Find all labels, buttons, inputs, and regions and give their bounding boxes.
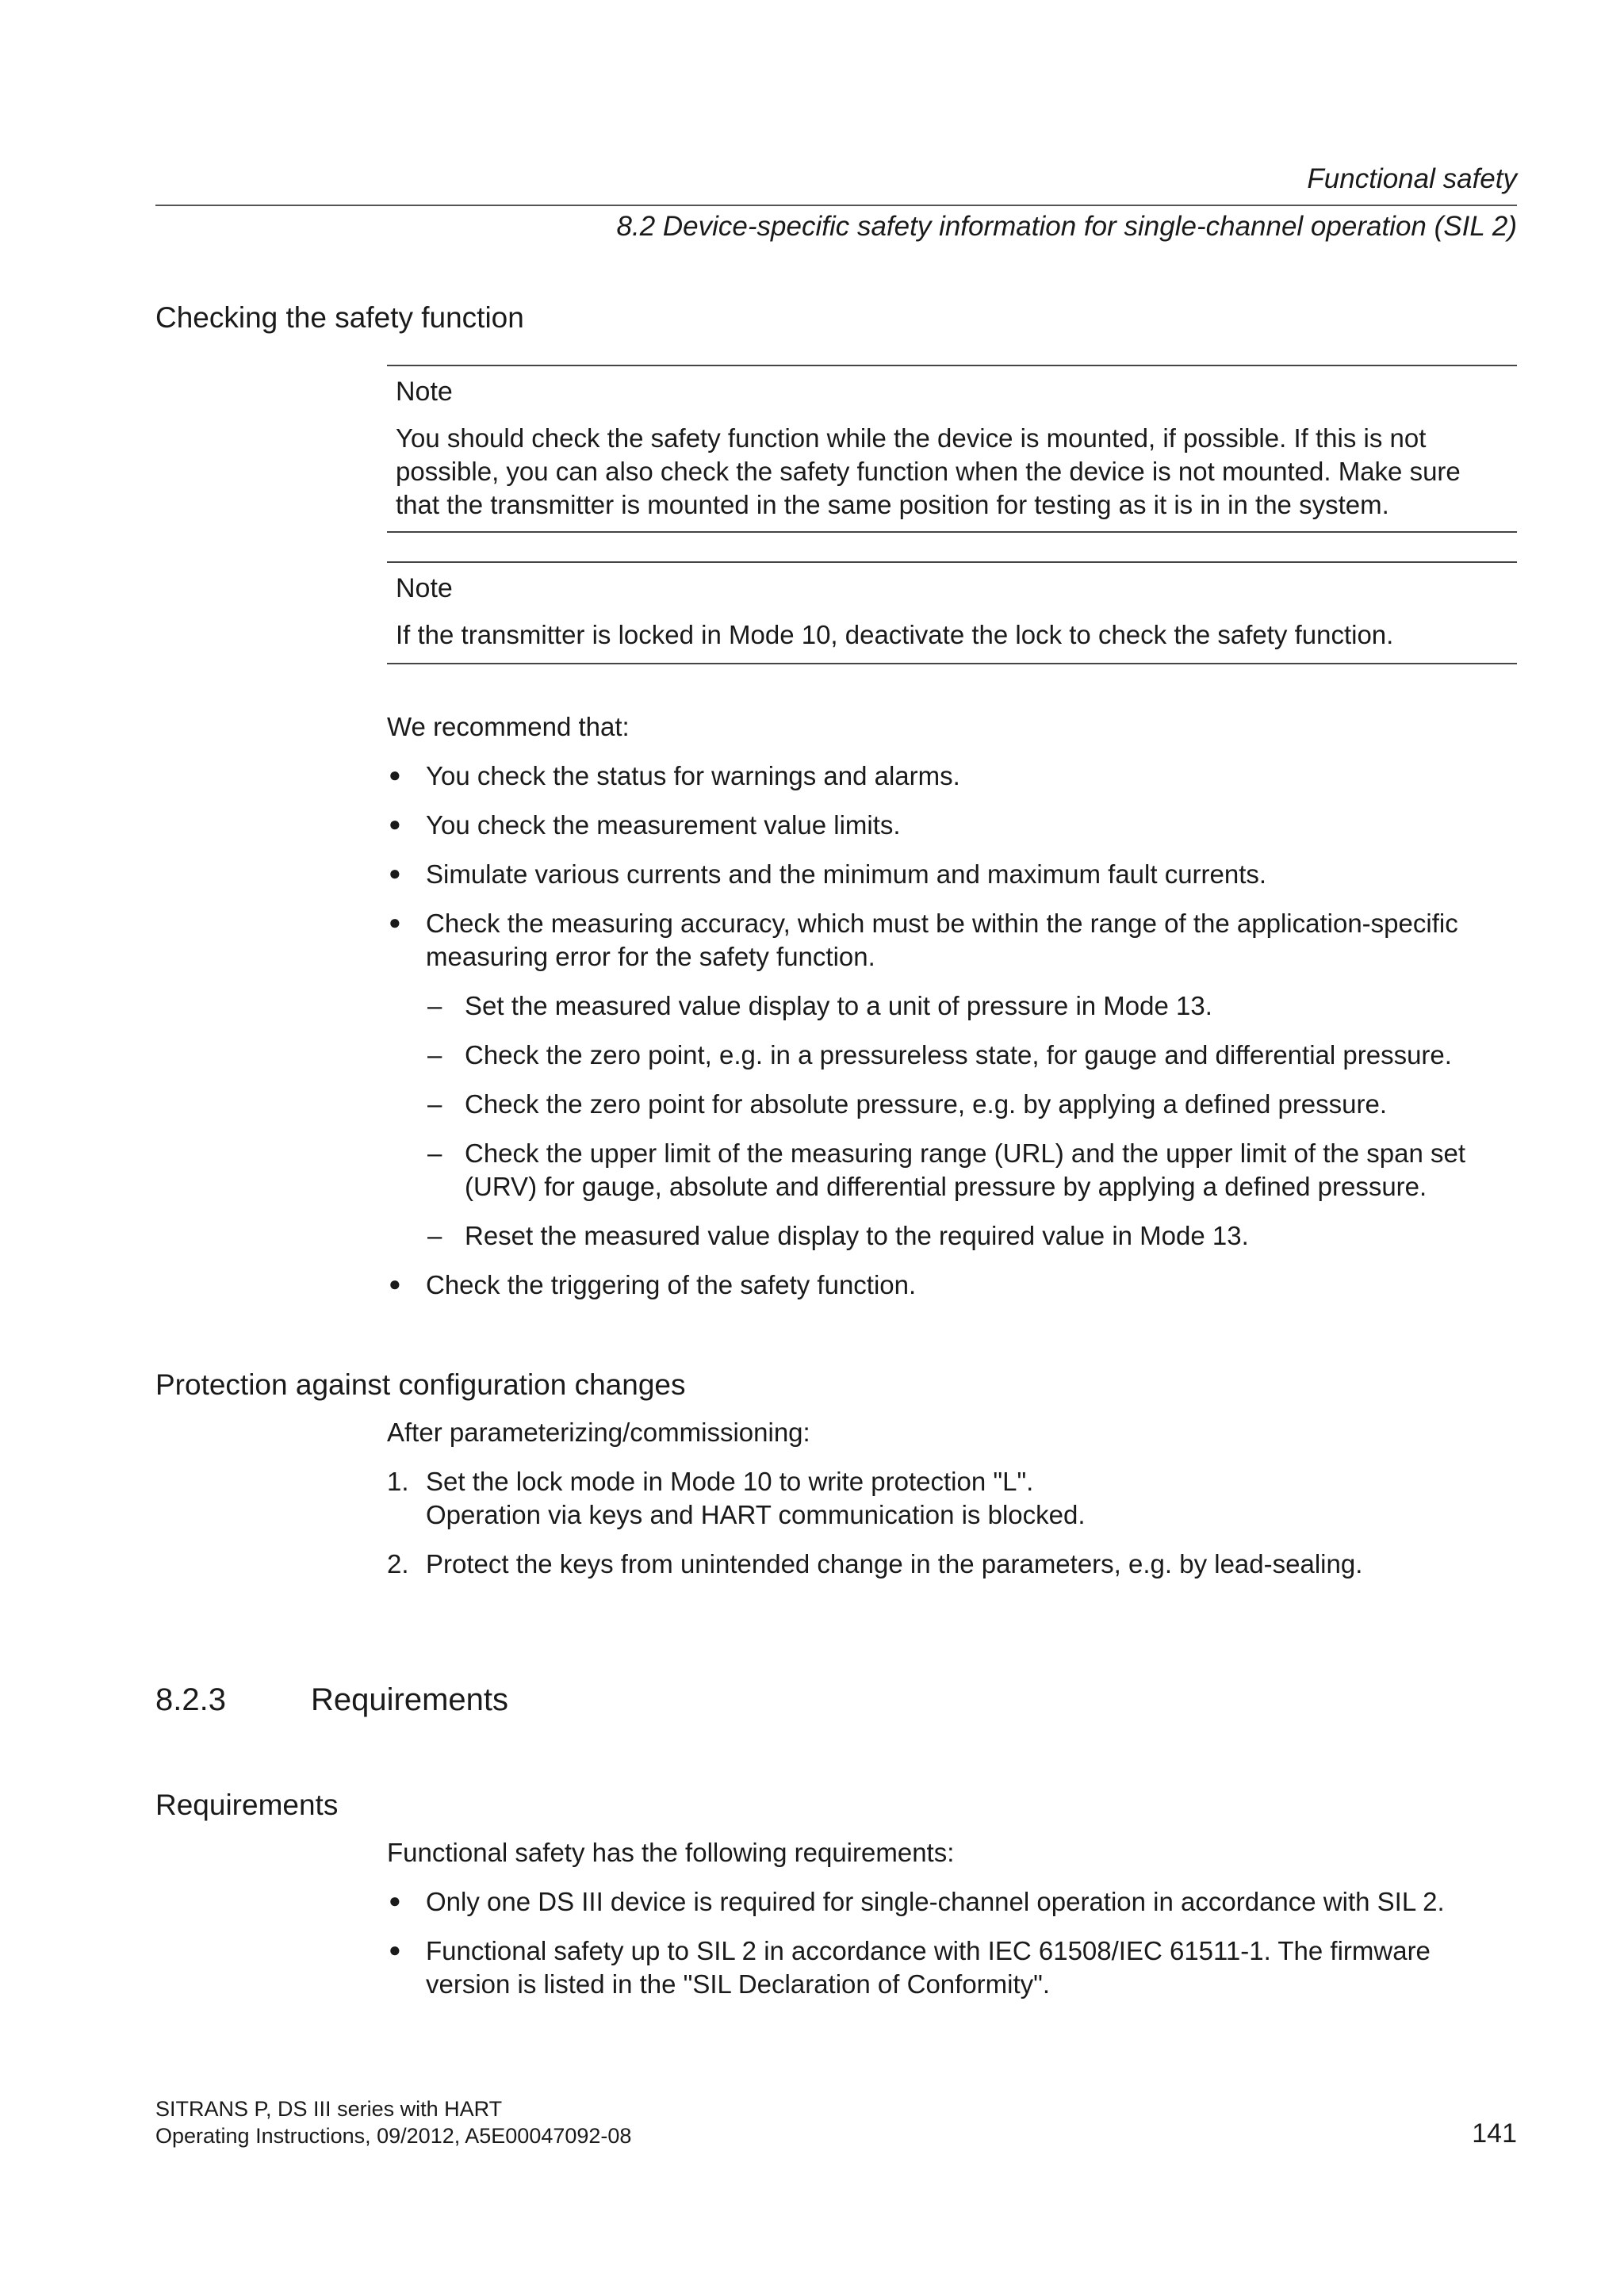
note-box-1 (387, 365, 1517, 533)
footer-info (155, 2095, 631, 2149)
list-item: ● You check the measurement value limits. (387, 809, 1517, 842)
requirements-intro: Functional safety has the following requirements: (387, 1838, 955, 1867)
requirements-block (387, 1836, 1517, 2017)
sub-list-item: – Check the zero point, e.g. in a pressureless state, for gauge and differential pressure. (426, 1039, 1517, 1072)
note-text: You should check the safety function while the device is mounted, if possible. If this is not possible, you can also check the safety function when the device is not mounted. Make sure that the transmitter is mounted in the same position for testing as it is in in the system. (396, 423, 1461, 519)
protection-intro: After parameterizing/commissioning: (387, 1418, 810, 1447)
note-label: Note (396, 377, 453, 407)
sub-list-item: – Set the measured value display to a unit of pressure in Mode 13. (426, 989, 1517, 1023)
step-text: Set the lock mode in Mode 10 to write protection "L". (426, 1467, 1034, 1496)
protection-block (387, 1416, 1517, 1597)
heading-protection: Protection against configuration changes (155, 1368, 686, 1401)
list-item (387, 1465, 1517, 1532)
page-number: 141 (1472, 2118, 1517, 2149)
sub-list-item: – Check the zero point for absolute pressure, e.g. by applying a defined pressure. (426, 1088, 1517, 1121)
list-item: ● Only one DS III device is required for single-channel operation in accordance with SIL 2. (387, 1885, 1517, 1919)
list-item: ● Check the triggering of the safety function. (387, 1269, 1517, 1302)
running-header-section: 8.2 Device-specific safety information for single-channel operation (SIL 2) (616, 211, 1517, 242)
note-text: If the transmitter is locked in Mode 10, deactivate the lock to check the safety function. (396, 620, 1394, 649)
sub-list-item: – Check the upper limit of the measuring range (URL) and the upper limit of the span set (URV) for gauge, absolute and differential pressure by applying a defined pressure. (426, 1137, 1517, 1203)
footer-doc-id: Operating Instructions, 09/2012, A5E00047092-08 (155, 2124, 632, 2148)
heading-checking-safety-function: Checking the safety function (155, 301, 524, 334)
heading-requirements: Requirements (155, 1789, 339, 1821)
header-rule (155, 205, 1517, 206)
footer-product: SITRANS P, DS III series with HART (155, 2097, 503, 2121)
running-header-chapter: Functional safety (1307, 163, 1517, 194)
recommendation-block (387, 710, 1517, 1318)
list-item: ● Functional safety up to SIL 2 in accordance with IEC 61508/IEC 61511-1. The firmware version is listed in the "SIL Declaration of Conformity". (387, 1934, 1517, 2001)
chapter-title: Requirements (311, 1682, 509, 1717)
chapter-number: 8.2.3 (155, 1682, 226, 1717)
recommend-list (387, 760, 1517, 1302)
step-number: 1. (387, 1467, 409, 1496)
note-box-2 (387, 561, 1517, 664)
sub-list-item: – Reset the measured value display to the required value in Mode 13. (426, 1219, 1517, 1253)
list-item (387, 1548, 1517, 1581)
step-number: 2. (387, 1549, 409, 1578)
step-text-line2: Operation via keys and HART communication is blocked. (426, 1500, 1086, 1529)
chapter-heading (155, 1682, 508, 1718)
note-label: Note (396, 573, 453, 603)
requirements-list (387, 1885, 1517, 2001)
list-item: ● Simulate various currents and the minimum and maximum fault currents. (387, 858, 1517, 891)
recommend-intro: We recommend that: (387, 712, 630, 741)
protection-steps (387, 1465, 1517, 1581)
list-item: ● You check the status for warnings and alarms. (387, 760, 1517, 793)
list-item-text: Check the measuring accuracy, which must be within the range of the application-specific measuring error for the safety function. (426, 909, 1458, 971)
step-text: Protect the keys from unintended change in the parameters, e.g. by lead-sealing. (426, 1549, 1363, 1578)
sub-list (426, 989, 1517, 1253)
list-item (387, 907, 1517, 1253)
